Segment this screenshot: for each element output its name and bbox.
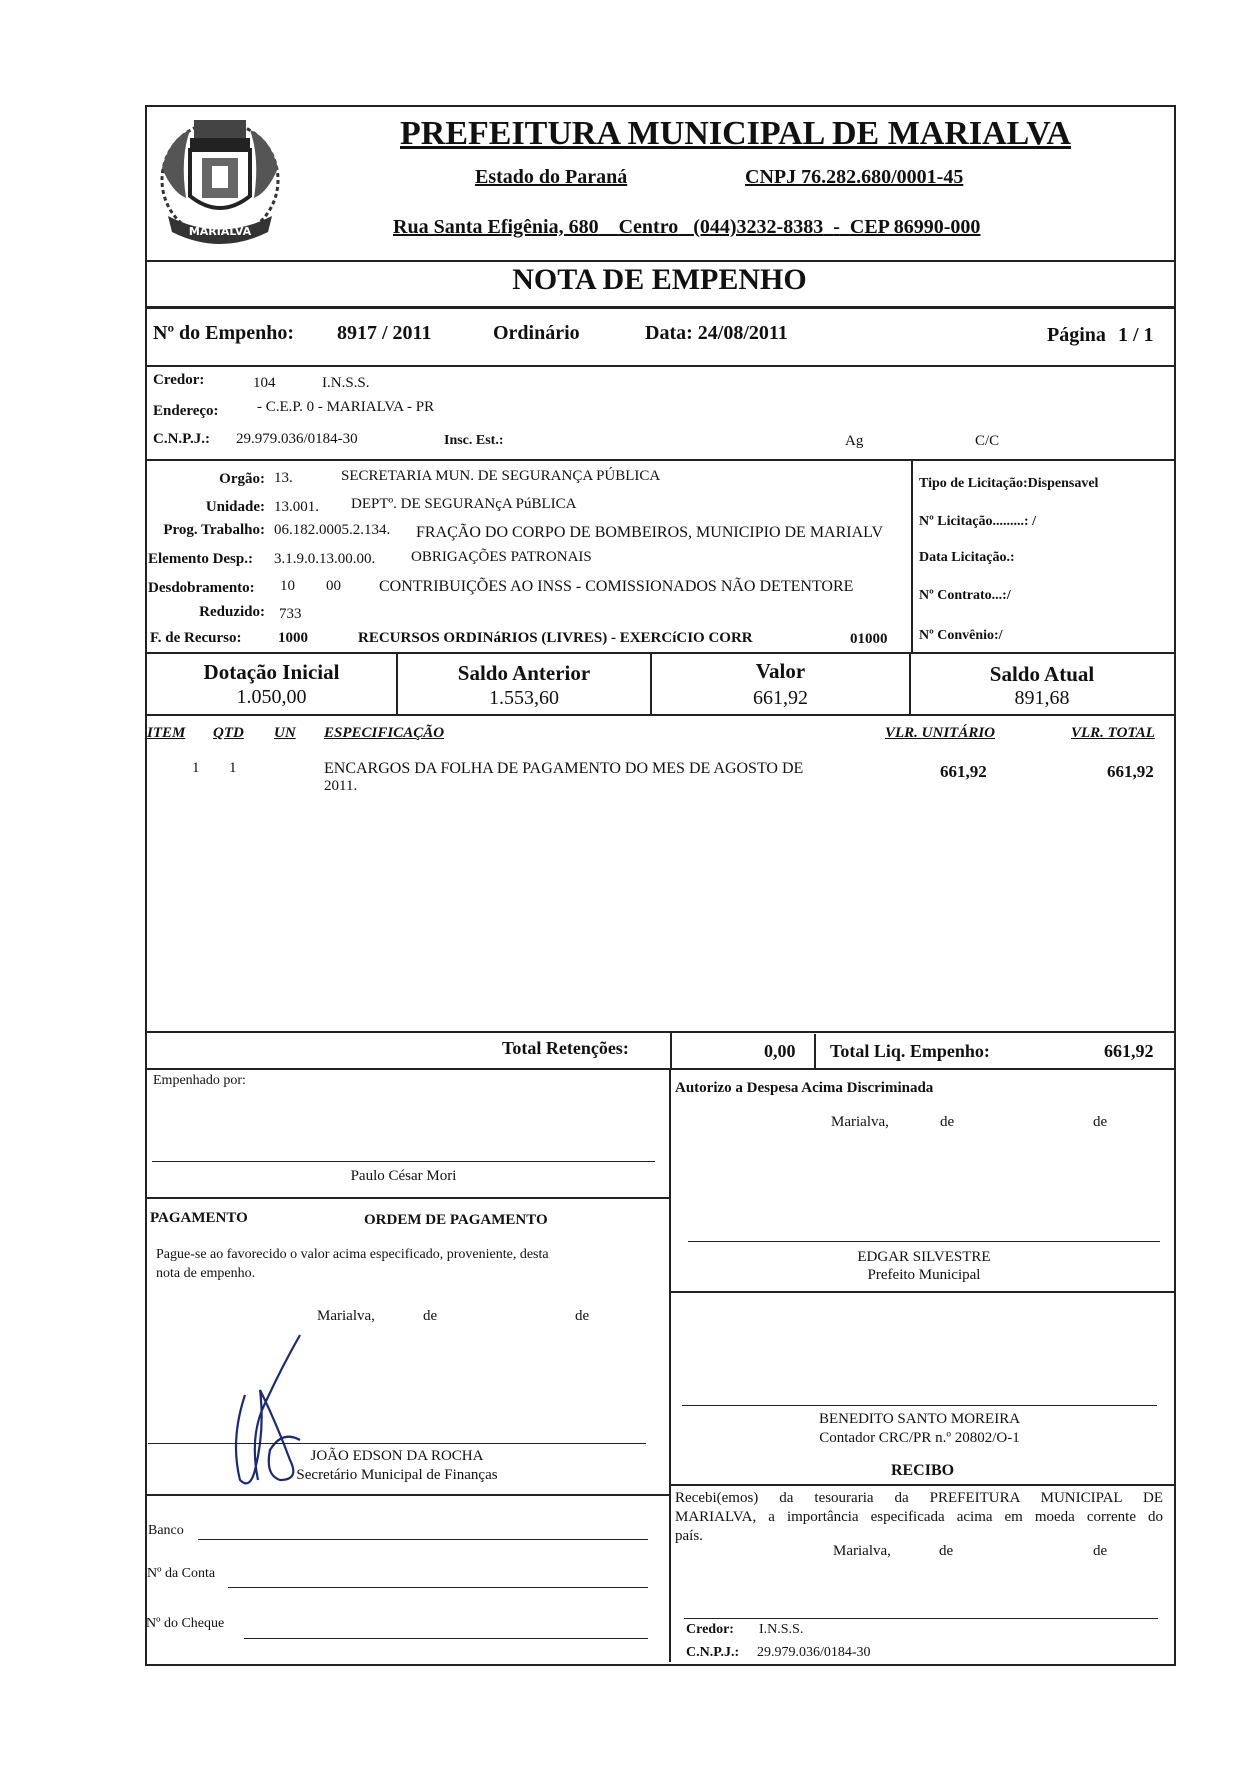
prog-name: FRAÇÃO DO CORPO DE BOMBEIROS, MUNICIPIO DE MARIALV	[416, 524, 884, 541]
header-cep: CEP 86990-000	[849, 216, 981, 238]
elemento-label: Elemento Desp.:	[148, 551, 253, 567]
contador-name: BENEDITO SANTO MOREIRA	[818, 1411, 1021, 1427]
signature-line	[682, 1405, 1157, 1406]
creditor-cnpj: 29.979.036/0184-30	[236, 431, 358, 447]
document-title: NOTA DE EMPENHO	[512, 263, 807, 296]
empenho-number: 8917 / 2011	[337, 322, 432, 344]
recibo-credor: I.N.S.S.	[759, 1622, 804, 1637]
divider	[145, 306, 1174, 309]
empenho-type: Ordinário	[493, 322, 580, 344]
convenio-numero: Nº Convênio:/	[919, 628, 1003, 643]
recurso-code-2: 01000	[850, 631, 888, 647]
unidade-name: DEPTº. DE SEGURANçA PúBLICA	[351, 496, 577, 512]
municipality-title: PREFEITURA MUNICIPAL DE MARIALVA	[400, 115, 1071, 152]
recibo-text-1: Recebi(emos) da tesouraria da PREFEITURA MUNICIPAL DE	[675, 1490, 1163, 1506]
elemento-code: 3.1.9.0.13.00.00.	[274, 551, 376, 567]
recibo-text-2: MARIALVA, a importância especificada acima em moeda corrente do	[675, 1509, 1163, 1525]
dotacao-value: 1.050,00	[236, 686, 307, 708]
recurso-label: F. de Recurso:	[150, 630, 242, 646]
desdobramento-code: 10	[280, 578, 295, 594]
state-name: Estado do Paraná	[475, 166, 628, 188]
col-especificacao: ESPECIFICAÇÃO	[324, 725, 445, 741]
account-label: C/C	[975, 433, 1000, 449]
divider	[145, 1197, 671, 1199]
pagamento-place: Marialva,	[317, 1308, 375, 1324]
cnpj-label: C.N.P.J.:	[153, 431, 210, 447]
divider	[814, 1034, 816, 1068]
credor-label: Credor:	[153, 372, 205, 388]
header-address-line	[393, 216, 980, 239]
valor-label: Valor	[755, 659, 806, 683]
recibo-place: Marialva,	[833, 1543, 891, 1559]
col-item: ITEM	[147, 725, 186, 741]
recibo-de-2: de	[1093, 1543, 1108, 1559]
header-cnpj: CNPJ 76.282.680/0001-45	[745, 166, 964, 188]
recibo-cnpj-label: C.N.P.J.:	[686, 1645, 740, 1660]
liquido-label: Total Liq. Empenho:	[830, 1041, 990, 1061]
divider	[145, 1068, 1174, 1070]
divider	[145, 714, 1174, 716]
recibo-de-1: de	[939, 1543, 954, 1559]
saldo-anterior-value: 1.553,60	[489, 687, 559, 709]
col-vlr-total: VLR. TOTAL	[1071, 725, 1155, 741]
retencoes-value: 0,00	[764, 1041, 796, 1061]
pagamento-label: PAGAMENTO	[150, 1210, 248, 1226]
divider	[669, 1484, 1174, 1486]
recibo-credor-label: Credor:	[686, 1622, 734, 1637]
liquido-value: 661,92	[1104, 1041, 1154, 1061]
licitacao-data: Data Licitação.:	[919, 550, 1015, 565]
divider	[145, 260, 1174, 262]
signature-line	[684, 1618, 1158, 1619]
recibo-cnpj: 29.979.036/0184-30	[757, 1645, 871, 1660]
col-un: UN	[274, 725, 296, 741]
item-total-value: 661,92	[1107, 762, 1154, 781]
divider	[145, 1031, 1174, 1033]
empenhado-name: Paulo César Mori	[350, 1168, 457, 1184]
orgao-code: 13.	[274, 470, 293, 486]
header-phone: (044)3232-8383	[693, 216, 824, 238]
unidade-label: Unidade:	[205, 499, 265, 515]
divider	[145, 652, 1174, 654]
ordem-pagamento: ORDEM DE PAGAMENTO	[364, 1212, 548, 1228]
retencoes-label: Total Retenções:	[502, 1038, 629, 1058]
conta-label: Nº da Conta	[147, 1566, 216, 1581]
licitacao-numero: Nº Licitação.........: /	[919, 514, 1036, 529]
dotacao-label: Dotação Inicial	[203, 660, 340, 684]
item-qtd: 1	[229, 760, 237, 776]
unidade-code: 13.001.	[274, 499, 319, 515]
item-spec-line2: 2011.	[324, 778, 358, 794]
saldo-atual-label: Saldo Atual	[989, 662, 1095, 686]
autorizo-place: Marialva,	[831, 1114, 889, 1130]
recibo-text	[675, 1489, 1163, 1546]
desdobramento-label: Desdobramento:	[148, 580, 255, 596]
secretario-role: Secretário Municipal de Finanças	[296, 1467, 498, 1483]
prefeito-name: EDGAR SILVESTRE	[857, 1249, 991, 1265]
autorizo-label: Autorizo a Despesa Acima Discriminada	[675, 1080, 934, 1096]
page-label: Página	[1047, 324, 1106, 346]
credor-code: 104	[253, 375, 276, 391]
divider	[911, 460, 913, 653]
divider	[670, 1031, 672, 1069]
empenho-number-label: Nº do Empenho:	[153, 322, 295, 344]
pagamento-text-1: Pague-se ao favorecido o valor acima especificado, proveniente, desta	[156, 1247, 549, 1262]
secretario-name: JOÃO EDSON DA ROCHA	[310, 1448, 484, 1464]
desdobramento-name: CONTRIBUIÇÕES AO INSS - COMISSIONADOS NÃO DETENTORE	[379, 578, 854, 595]
saldo-atual-value: 891,68	[1014, 687, 1070, 709]
divider	[669, 1291, 1174, 1293]
crest-icon	[150, 108, 290, 256]
saldo-anterior-label: Saldo Anterior	[457, 661, 591, 685]
empenho-date: Data: 24/08/2011	[645, 322, 788, 344]
page-number: 1 / 1	[1118, 324, 1154, 346]
desdobramento-subcode: 00	[326, 578, 341, 594]
header-address: Rua Santa Efigênia, 680	[393, 216, 599, 238]
divider	[145, 365, 1174, 367]
insc-est-label: Insc. Est.:	[444, 433, 504, 448]
credor-name: I.N.S.S.	[322, 375, 370, 391]
cheque-label: Nº do Cheque	[146, 1616, 225, 1631]
divider	[145, 1494, 671, 1496]
header-separator: -	[833, 216, 840, 238]
col-qtd: QTD	[213, 725, 244, 741]
contador-role: Contador CRC/PR n.º 20802/O-1	[819, 1430, 1020, 1446]
contrato-numero: Nº Contrato...:/	[919, 588, 1011, 603]
pagamento-de-1: de	[423, 1308, 438, 1324]
endereco-label: Endereço:	[153, 403, 219, 419]
item-number: 1	[192, 760, 200, 776]
cheque-field[interactable]	[244, 1638, 648, 1639]
svg-text:MARIALVA: MARIALVA	[188, 225, 252, 238]
item-unit-value: 661,92	[940, 762, 987, 781]
reduzido-value: 733	[279, 606, 302, 622]
orgao-label: Orgão:	[219, 471, 265, 487]
pagamento-de-2: de	[575, 1308, 590, 1324]
item-spec-line1: ENCARGOS DA FOLHA DE PAGAMENTO DO MES DE AGOSTO DE	[324, 760, 804, 777]
conta-field[interactable]	[228, 1587, 648, 1588]
municipal-crest	[150, 108, 290, 256]
autorizo-de-2: de	[1093, 1114, 1108, 1130]
divider	[145, 459, 1174, 461]
licitacao-tipo: Tipo de Licitação:Dispensavel	[919, 476, 1099, 491]
banco-field[interactable]	[198, 1539, 648, 1540]
recibo-text-3: país.	[675, 1528, 703, 1544]
banco-label: Banco	[148, 1523, 184, 1538]
pagamento-text-2: nota de empenho.	[156, 1266, 256, 1281]
signature-line	[152, 1161, 655, 1162]
recurso-code: 1000	[278, 630, 308, 646]
reduzido-label: Reduzido:	[199, 604, 265, 620]
elemento-name: OBRIGAÇÕES PATRONAIS	[411, 549, 592, 565]
prog-code: 06.182.0005.2.134.	[274, 522, 391, 538]
signature-line	[688, 1241, 1160, 1242]
valor-value: 661,92	[753, 687, 808, 709]
col-vlr-unitario: VLR. UNITÁRIO	[885, 725, 996, 741]
divider	[669, 1068, 671, 1662]
orgao-name: SECRETARIA MUN. DE SEGURANÇA PÚBLICA	[341, 468, 661, 484]
agency-label: Ag	[845, 433, 864, 449]
table-row	[147, 760, 1167, 820]
endereco: - C.E.P. 0 - MARIALVA - PR	[257, 399, 435, 415]
signature-line	[148, 1443, 646, 1444]
prog-label: Prog. Trabalho:	[163, 522, 265, 538]
empenhado-label: Empenhado por:	[153, 1073, 246, 1088]
recibo-title: RECIBO	[890, 1462, 955, 1479]
header-district: Centro	[618, 216, 679, 238]
prefeito-role: Prefeito Municipal	[867, 1267, 981, 1283]
autorizo-de-1: de	[940, 1114, 955, 1130]
recurso-name: RECURSOS ORDINáRIOS (LIVRES) - EXERCíCIO CORR	[358, 630, 753, 646]
